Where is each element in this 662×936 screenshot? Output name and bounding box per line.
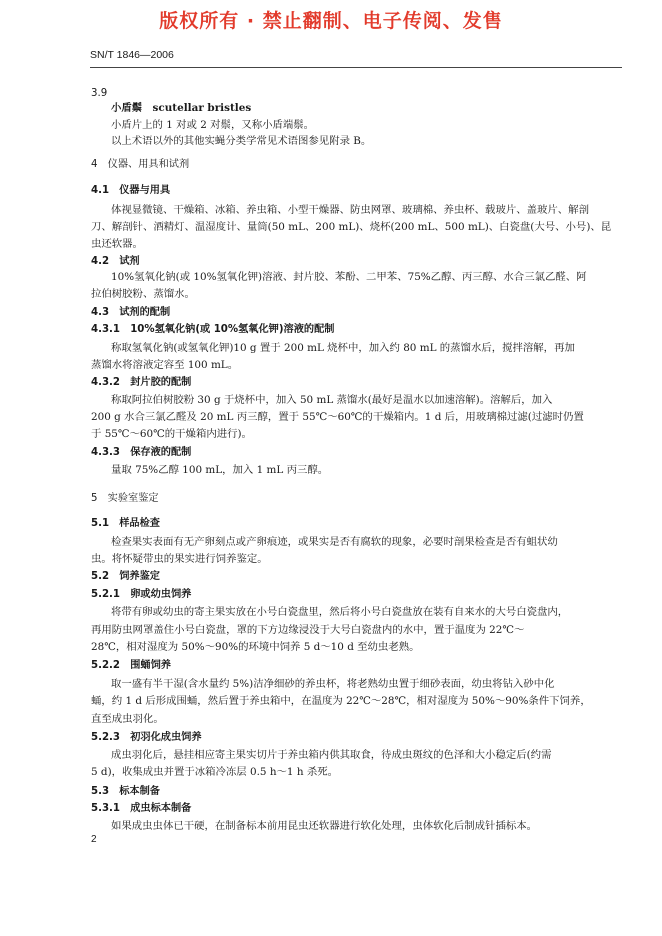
body-text-line: 直至成虫羽化。 [91,713,164,725]
body-text-line: 蛹，约 1 d 后形成围蛹，然后置于养虫箱中，在温度为 22℃～28℃，相对湿度为 50%～90%条件下饲养， [91,695,591,707]
body-text-line: 取一盛有半干湿(含水量约 5%)洁净细砂的养虫杯，将老熟幼虫置于细砂表面，幼虫将钻入砂中化 [111,678,555,690]
section-heading: 5.1 样品检查 [91,518,160,529]
header-rule [90,67,622,68]
body-text-line: 成虫羽化后，悬挂相应寄主果实切片于养虫箱内供其取食，待成虫斑纹的色泽和大小稳定后(约需 [111,749,552,761]
body-text-line: 小盾片上的 1 对或 2 对鬃，又称小盾端鬃。 [111,119,315,131]
section-heading: 3.9 [91,88,108,99]
standard-number: SN/T 1846—2006 [90,49,174,61]
section-heading: 5.2.2 围蛹饲养 [91,660,171,671]
section-heading: 5.2.3 初羽化成虫饲养 [91,732,202,743]
body-text-line: 5 d)，收集成虫并置于冰箱冷冻层 0.5 h～1 h 杀死。 [91,766,338,778]
body-text-line: 28℃，相对湿度为 50%～90%的环境中饲养 5 d～10 d 至幼虫老熟。 [91,641,420,653]
body-text-line: 刀、解剖针、酒精灯、温湿度计、量筒(50 mL、200 mL)、烧杯(200 mL、500 mL)、白瓷盘(大号、小号)、昆 [91,221,612,233]
section-heading: 4 仪器、用具和试剂 [91,159,190,170]
section-heading: 5.3.1 成虫标本制备 [91,803,192,814]
section-heading: 5.3 标本制备 [91,786,160,797]
section-heading: 4.1 仪器与用具 [91,185,171,196]
section-heading: 4.2 试剂 [91,256,140,267]
body-text-line: 如果成虫虫体已干硬，在制备标本前用昆虫还软器进行软化处理，虫体软化后制成针插标本。 [111,820,538,832]
body-text-line: 以上术语以外的其他实蝇分类学常见术语图参见附录 B。 [111,135,372,147]
body-text-line: 再用防虫网罩盖住小号白瓷盘，罩的下方边缘浸没于大号白瓷盘内的水中，置于温度为 22℃～ [91,624,525,636]
body-text-line: 称取阿拉伯树胶粉 30 g 于烧杯中，加入 50 mL 蒸馏水(最好是温水以加速溶解)。溶解后，加入 [111,394,553,406]
section-heading: 4.3.1 10%氢氧化钠(或 10%氢氧化钾)溶液的配制 [91,324,335,335]
body-text-line: 小盾鬃 scutellar bristles [111,102,252,114]
section-heading: 4.3.3 保存液的配制 [91,447,192,458]
body-text-line: 虫还软器。 [91,238,143,250]
page-number: 2 [91,834,97,845]
body-text-line: 蒸馏水将溶液定容至 100 mL。 [91,359,239,371]
body-text-line: 拉伯树胶粉、蒸馏水。 [91,288,195,300]
body-text-line: 虫。将怀疑带虫的果实进行饲养鉴定。 [91,553,268,565]
section-heading: 4.3 试剂的配制 [91,307,171,318]
section-heading: 5 实验室鉴定 [91,493,159,504]
body-text-line: 200 g 水合三氯乙醛及 20 mL 丙三醇，置于 55℃～60℃的干燥箱内。1 d 后，用玻璃棉过滤(过滤时仍置 [91,411,584,423]
body-text-line: 量取 75%乙醇 100 mL，加入 1 mL 丙三醇。 [111,464,329,476]
body-text-line: 10%氢氧化钠(或 10%氢氧化钾)溶液、封片胶、苯酚、二甲苯、75%乙醇、丙三醇、水合三氯乙醛、阿 [111,271,587,283]
section-heading: 5.2 饲养鉴定 [91,571,160,582]
body-text-line: 称取氢氧化钠(或氢氧化钾)10 g 置于 200 mL 烧杯中，加入约 80 mL 的蒸馏水后，搅拌溶解，再加 [111,342,575,354]
body-text-line: 于 55℃～60℃的干燥箱内进行)。 [91,428,252,440]
body-text-line: 检查果实表面有无产卵刻点或产卵痕迹，或果实是否有腐软的现象，必要时剖果检查是否有蛆状幼 [111,536,558,548]
body-text-line: 将带有卵或幼虫的寄主果实放在小号白瓷盘里，然后将小号白瓷盘放在装有自来水的大号白瓷盘内， [111,606,569,618]
section-heading: 4.3.2 封片胶的配制 [91,377,192,388]
body-text-line: 体视显微镜、干燥箱、冰箱、养虫箱、小型干燥器、防虫网罩、玻璃棉、养虫杯、载玻片、盖玻片、解剖 [111,204,589,216]
section-heading: 5.2.1 卵或幼虫饲养 [91,589,192,600]
watermark-banner: 版权所有 · 禁止翻制、电子传阅、发售 [159,10,503,32]
